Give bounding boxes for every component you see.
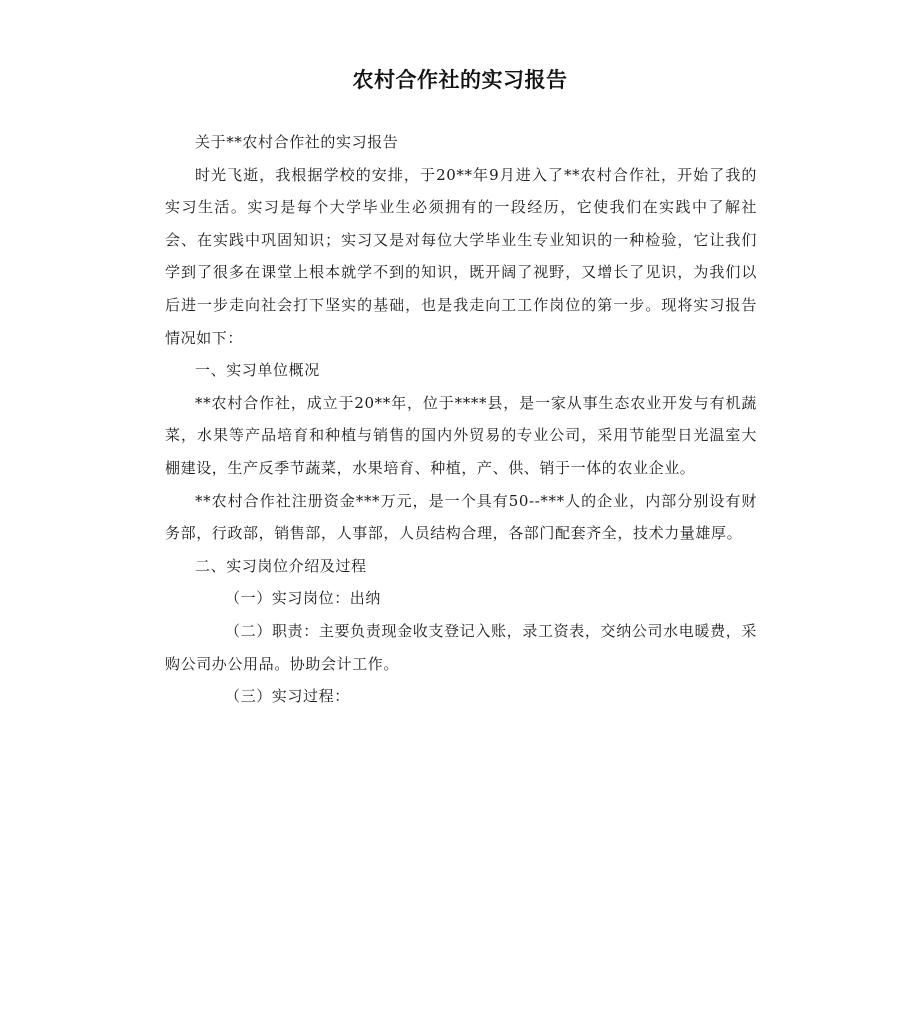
subsection-duties: （二）职责：主要负责现金收支登记入账，录工资表，交纳公司水电暖费，采购公司办公用品。协助会计工作。 (165, 621, 757, 673)
subsection-process: （三）实习过程： (225, 687, 350, 706)
paragraph-unit-structure: **农村合作社注册资金***万元，是一个具有50--***人的企业，内部分别设有财务部，行政部，销售部，人事部，人员结构合理，各部门配套齐全，技术力量雄厚。 (165, 491, 757, 543)
document-body (165, 126, 757, 713)
section-heading-internship-position: 二、实习岗位介绍及过程 (195, 556, 367, 575)
paragraph-introduction: 时光飞逝，我根据学校的安排，于20**年9月进入了**农村合作社，开始了我的实习生活。实习是每个大学毕业生必须拥有的一段经历，它使我们在实践中了解社会、在实践中巩固知识；实习又是对每位大学毕业生专业知识的一种检验，它让我们学到了很多在课堂上根本就学不到的知识，既开阔了视野，又增长了见识，为我们以后进一步走向社会打下坚实的基础，也是我走向工工作岗位的第一步。现将实习报告情况如下： (165, 165, 757, 347)
paragraph-report-heading: 关于**农村合作社的实习报告 (195, 133, 399, 151)
subsection-position: （一）实习岗位：出纳 (225, 589, 382, 608)
section-heading-unit-overview: 一、实习单位概况 (195, 361, 320, 380)
paragraph-unit-description: **农村合作社，成立于20**年，位于****县，是一家从事生态农业开发与有机蔬菜，水果等产品培育和种植与销售的国内外贸易的专业公司，采用节能型日光温室大棚建设，生产反季节蔬菜，水果培育、种植，产、供、销于一体的农业企业。 (165, 393, 757, 477)
document-title: 农村合作社的实习报告 (352, 68, 568, 92)
